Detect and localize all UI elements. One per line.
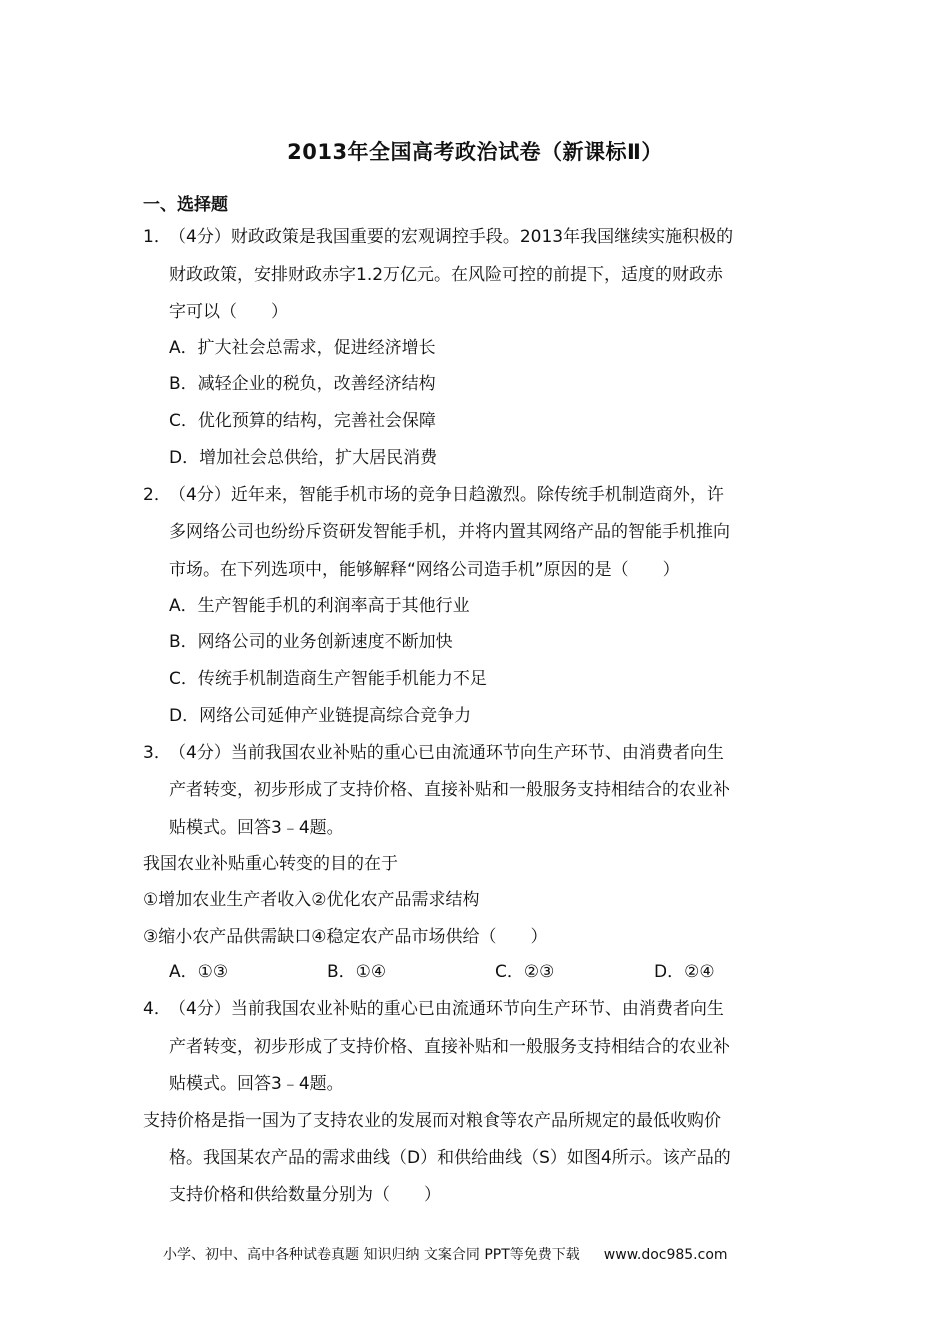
option-c: C．②③ (495, 962, 555, 982)
question-text: 市场。在下列选项中，能够解释“网络公司造手机”原因的是（ ） (169, 560, 680, 580)
option-a: A．①③ (169, 962, 229, 982)
footer-link[interactable]: www.doc985.com (603, 1247, 728, 1263)
question-stem: ①增加农业生产者收入②优化农产品需求结构 (143, 890, 480, 910)
option-b: B．减轻企业的税负，改善经济结构 (169, 374, 436, 394)
page-footer (163, 1244, 728, 1264)
question-number: 4． (143, 999, 171, 1019)
question-text: （4分）当前我国农业补贴的重心已由流通环节向生产环节、由消费者向生 (169, 999, 724, 1019)
option-d: D．网络公司延伸产业链提高综合竞争力 (169, 706, 472, 726)
question-stem: 格。我国某农产品的需求曲线（D）和供给曲线（S）如图4所示。该产品的 (169, 1148, 731, 1168)
option-b: B．①④ (327, 962, 387, 982)
question-text: 多网络公司也纷纷斥资研发智能手机，并将内置其网络产品的智能手机推向 (169, 522, 730, 542)
question-stem: 我国农业补贴重心转变的目的在于 (143, 854, 398, 874)
question-stem: 支持价格是指一国为了支持农业的发展而对粮食等农产品所规定的最低收购价 (143, 1111, 721, 1131)
question-text: 产者转变，初步形成了支持价格、直接补贴和一般服务支持相结合的农业补 (169, 780, 730, 800)
footer-text: 小学、初中、高中各种试卷真题 知识归纳 文案合同 PPT等免费下载 (163, 1247, 580, 1263)
question-text: （4分）财政政策是我国重要的宏观调控手段。2013年我国继续实施积极的 (169, 227, 734, 247)
question-number: 3． (143, 743, 171, 763)
option-d: D．②④ (654, 962, 715, 982)
question-text: 贴模式。回答3﹣4题。 (169, 818, 344, 838)
question-stem: 支持价格和供给数量分别为（ ） (169, 1185, 441, 1205)
question-stem: ③缩小农产品供需缺口④稳定农产品市场供给（ ） (143, 927, 548, 947)
option-c: C．传统手机制造商生产智能手机能力不足 (169, 669, 487, 689)
page-title: 2013年全国高考政治试卷（新课标Ⅱ） (287, 140, 663, 164)
question-number: 1． (143, 227, 171, 247)
question-text: 产者转变，初步形成了支持价格、直接补贴和一般服务支持相结合的农业补 (169, 1037, 730, 1057)
question-text: 字可以（ ） (169, 302, 288, 322)
option-c: C．优化预算的结构，完善社会保障 (169, 411, 436, 431)
question-text: （4分）近年来，智能手机市场的竞争日趋激烈。除传统手机制造商外，许 (169, 485, 724, 505)
question-text: （4分）当前我国农业补贴的重心已由流通环节向生产环节、由消费者向生 (169, 743, 724, 763)
option-b: B．网络公司的业务创新速度不断加快 (169, 632, 453, 652)
question-number: 2． (143, 485, 171, 505)
option-d: D．增加社会总供给，扩大居民消费 (169, 448, 438, 468)
question-text: 财政政策，安排财政赤字1.2万亿元。在风险可控的前提下，适度的财政赤 (169, 265, 724, 285)
option-a: A．扩大社会总需求，促进经济增长 (169, 338, 436, 358)
option-a: A．生产智能手机的利润率高于其他行业 (169, 596, 470, 616)
question-text: 贴模式。回答3﹣4题。 (169, 1074, 344, 1094)
section-heading: 一、选择题 (143, 195, 228, 215)
